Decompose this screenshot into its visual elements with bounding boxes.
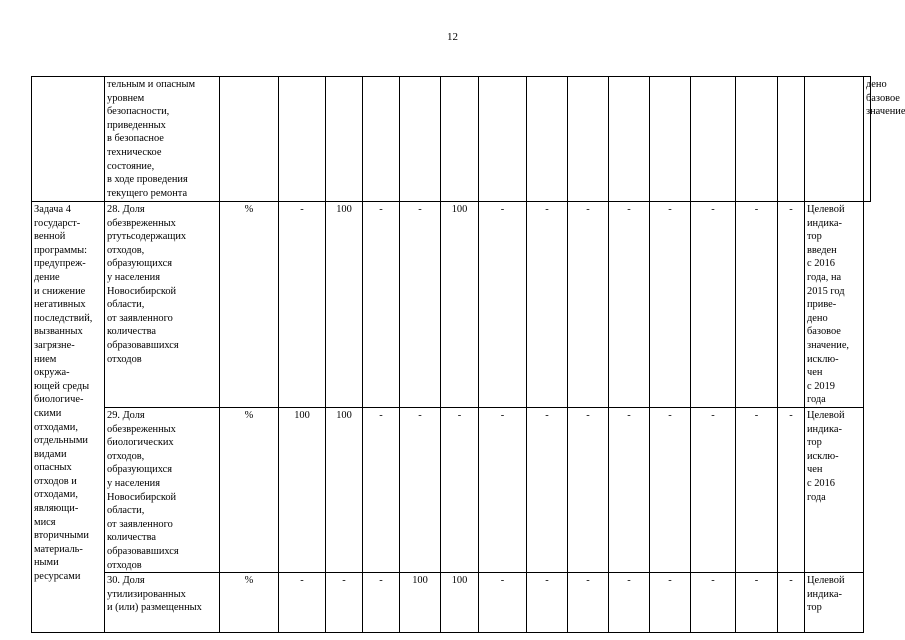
value-cell: 100 xyxy=(400,573,441,633)
value-cell xyxy=(441,77,479,202)
note-cell xyxy=(805,202,864,408)
value-cell: - xyxy=(479,202,527,408)
value-cell: - xyxy=(609,202,650,408)
note-cell xyxy=(805,573,864,633)
value-cell xyxy=(527,77,568,202)
table-row xyxy=(32,77,871,202)
indicator-text: 29. Доля обезвреженных биологических отходов, образующихся у населения Новосибирской области, от заявленного количества образовавшихся отходов xyxy=(107,410,179,571)
value-cell: - xyxy=(479,573,527,633)
value-cell: - xyxy=(691,573,736,633)
value-cell xyxy=(650,77,691,202)
value-cell: - xyxy=(363,408,400,573)
value-cell: - xyxy=(326,573,363,633)
table-row xyxy=(32,202,871,408)
value-cell xyxy=(691,77,736,202)
value-cell: - xyxy=(363,573,400,633)
value-cell: 100 xyxy=(441,202,479,408)
value-cell xyxy=(479,77,527,202)
value-cell: - xyxy=(568,573,609,633)
note-text: дено базовое значение xyxy=(866,79,905,118)
value-cell: - xyxy=(778,573,805,633)
unit-cell: % xyxy=(220,202,279,408)
value-cell: - xyxy=(568,408,609,573)
task-text: Задача 4 государст- венной программы: предупреж- дение и снижение негативных последствий, вызванных загрязне- нием окружа- ющей среды биологиче- скими отходами, отдельными видами опасных отходов и отходами, являющи- мися вторичными материаль- ными ресурсами xyxy=(34,204,93,583)
note-cell xyxy=(805,408,864,573)
value-cell: - xyxy=(650,408,691,573)
value-cell: - xyxy=(691,202,736,408)
value-cell: 100 xyxy=(326,408,363,573)
value-cell xyxy=(326,77,363,202)
indicator-text: тельным и опасным уровнем безопасности, приведенных в безопасное техническое состояние, в ходе проведения текущего ремонта xyxy=(107,79,196,199)
value-cell: 100 xyxy=(279,408,326,573)
unit-cell: % xyxy=(220,408,279,573)
value-cell: - xyxy=(441,408,479,573)
indicator-cell xyxy=(105,573,220,633)
value-cell: - xyxy=(400,408,441,573)
task-cell-empty xyxy=(32,77,105,202)
value-cell: - xyxy=(400,202,441,408)
value-cell xyxy=(363,77,400,202)
value-cell: - xyxy=(279,573,326,633)
note-text: Целевой индика- тор исклю- чен с 2016 года xyxy=(807,410,845,503)
unit-cell xyxy=(220,77,279,202)
value-cell: - xyxy=(609,408,650,573)
page-number: 12 xyxy=(447,31,458,43)
table-row xyxy=(32,573,871,633)
value-cell: - xyxy=(778,202,805,408)
value-cell: - xyxy=(691,408,736,573)
value-cell xyxy=(805,77,864,202)
value-cell: - xyxy=(736,408,778,573)
value-cell: - xyxy=(527,202,568,408)
table-row xyxy=(32,408,871,573)
indicators-table xyxy=(31,76,905,633)
value-cell xyxy=(736,77,778,202)
note-cell xyxy=(864,77,905,202)
indicator-text: 30. Доля утилизированных и (или) размещенных xyxy=(107,575,202,614)
indicator-cell xyxy=(105,202,220,408)
value-cell: - xyxy=(527,573,568,633)
value-cell: - xyxy=(778,408,805,573)
value-cell: - xyxy=(736,573,778,633)
value-cell xyxy=(279,77,326,202)
value-cell: - xyxy=(568,202,609,408)
value-cell: - xyxy=(650,202,691,408)
indicator-cell xyxy=(105,408,220,573)
note-text: Целевой индика- тор xyxy=(807,575,845,614)
value-cell xyxy=(568,77,609,202)
value-cell: - xyxy=(279,202,326,408)
unit-cell: % xyxy=(220,573,279,633)
value-cell: - xyxy=(736,202,778,408)
value-cell xyxy=(400,77,441,202)
value-cell: 100 xyxy=(326,202,363,408)
value-cell: - xyxy=(609,573,650,633)
value-cell: 100 xyxy=(441,573,479,633)
value-cell xyxy=(778,77,805,202)
task-cell xyxy=(32,202,105,633)
value-cell xyxy=(609,77,650,202)
value-cell: - xyxy=(527,408,568,573)
indicator-text: 28. Доля обезвреженных ртутьсодержащих отходов, образующихся у населения Новосибирской области, от заявленного количества образовавшихся отходов xyxy=(107,204,187,365)
indicator-cell xyxy=(105,77,220,202)
value-cell: - xyxy=(479,408,527,573)
value-cell: - xyxy=(650,573,691,633)
note-text: Целевой индика- тор введен с 2016 года, на 2015 год приве- дено базовое значение, исклю- чен с 2019 года xyxy=(807,204,850,406)
value-cell: - xyxy=(363,202,400,408)
